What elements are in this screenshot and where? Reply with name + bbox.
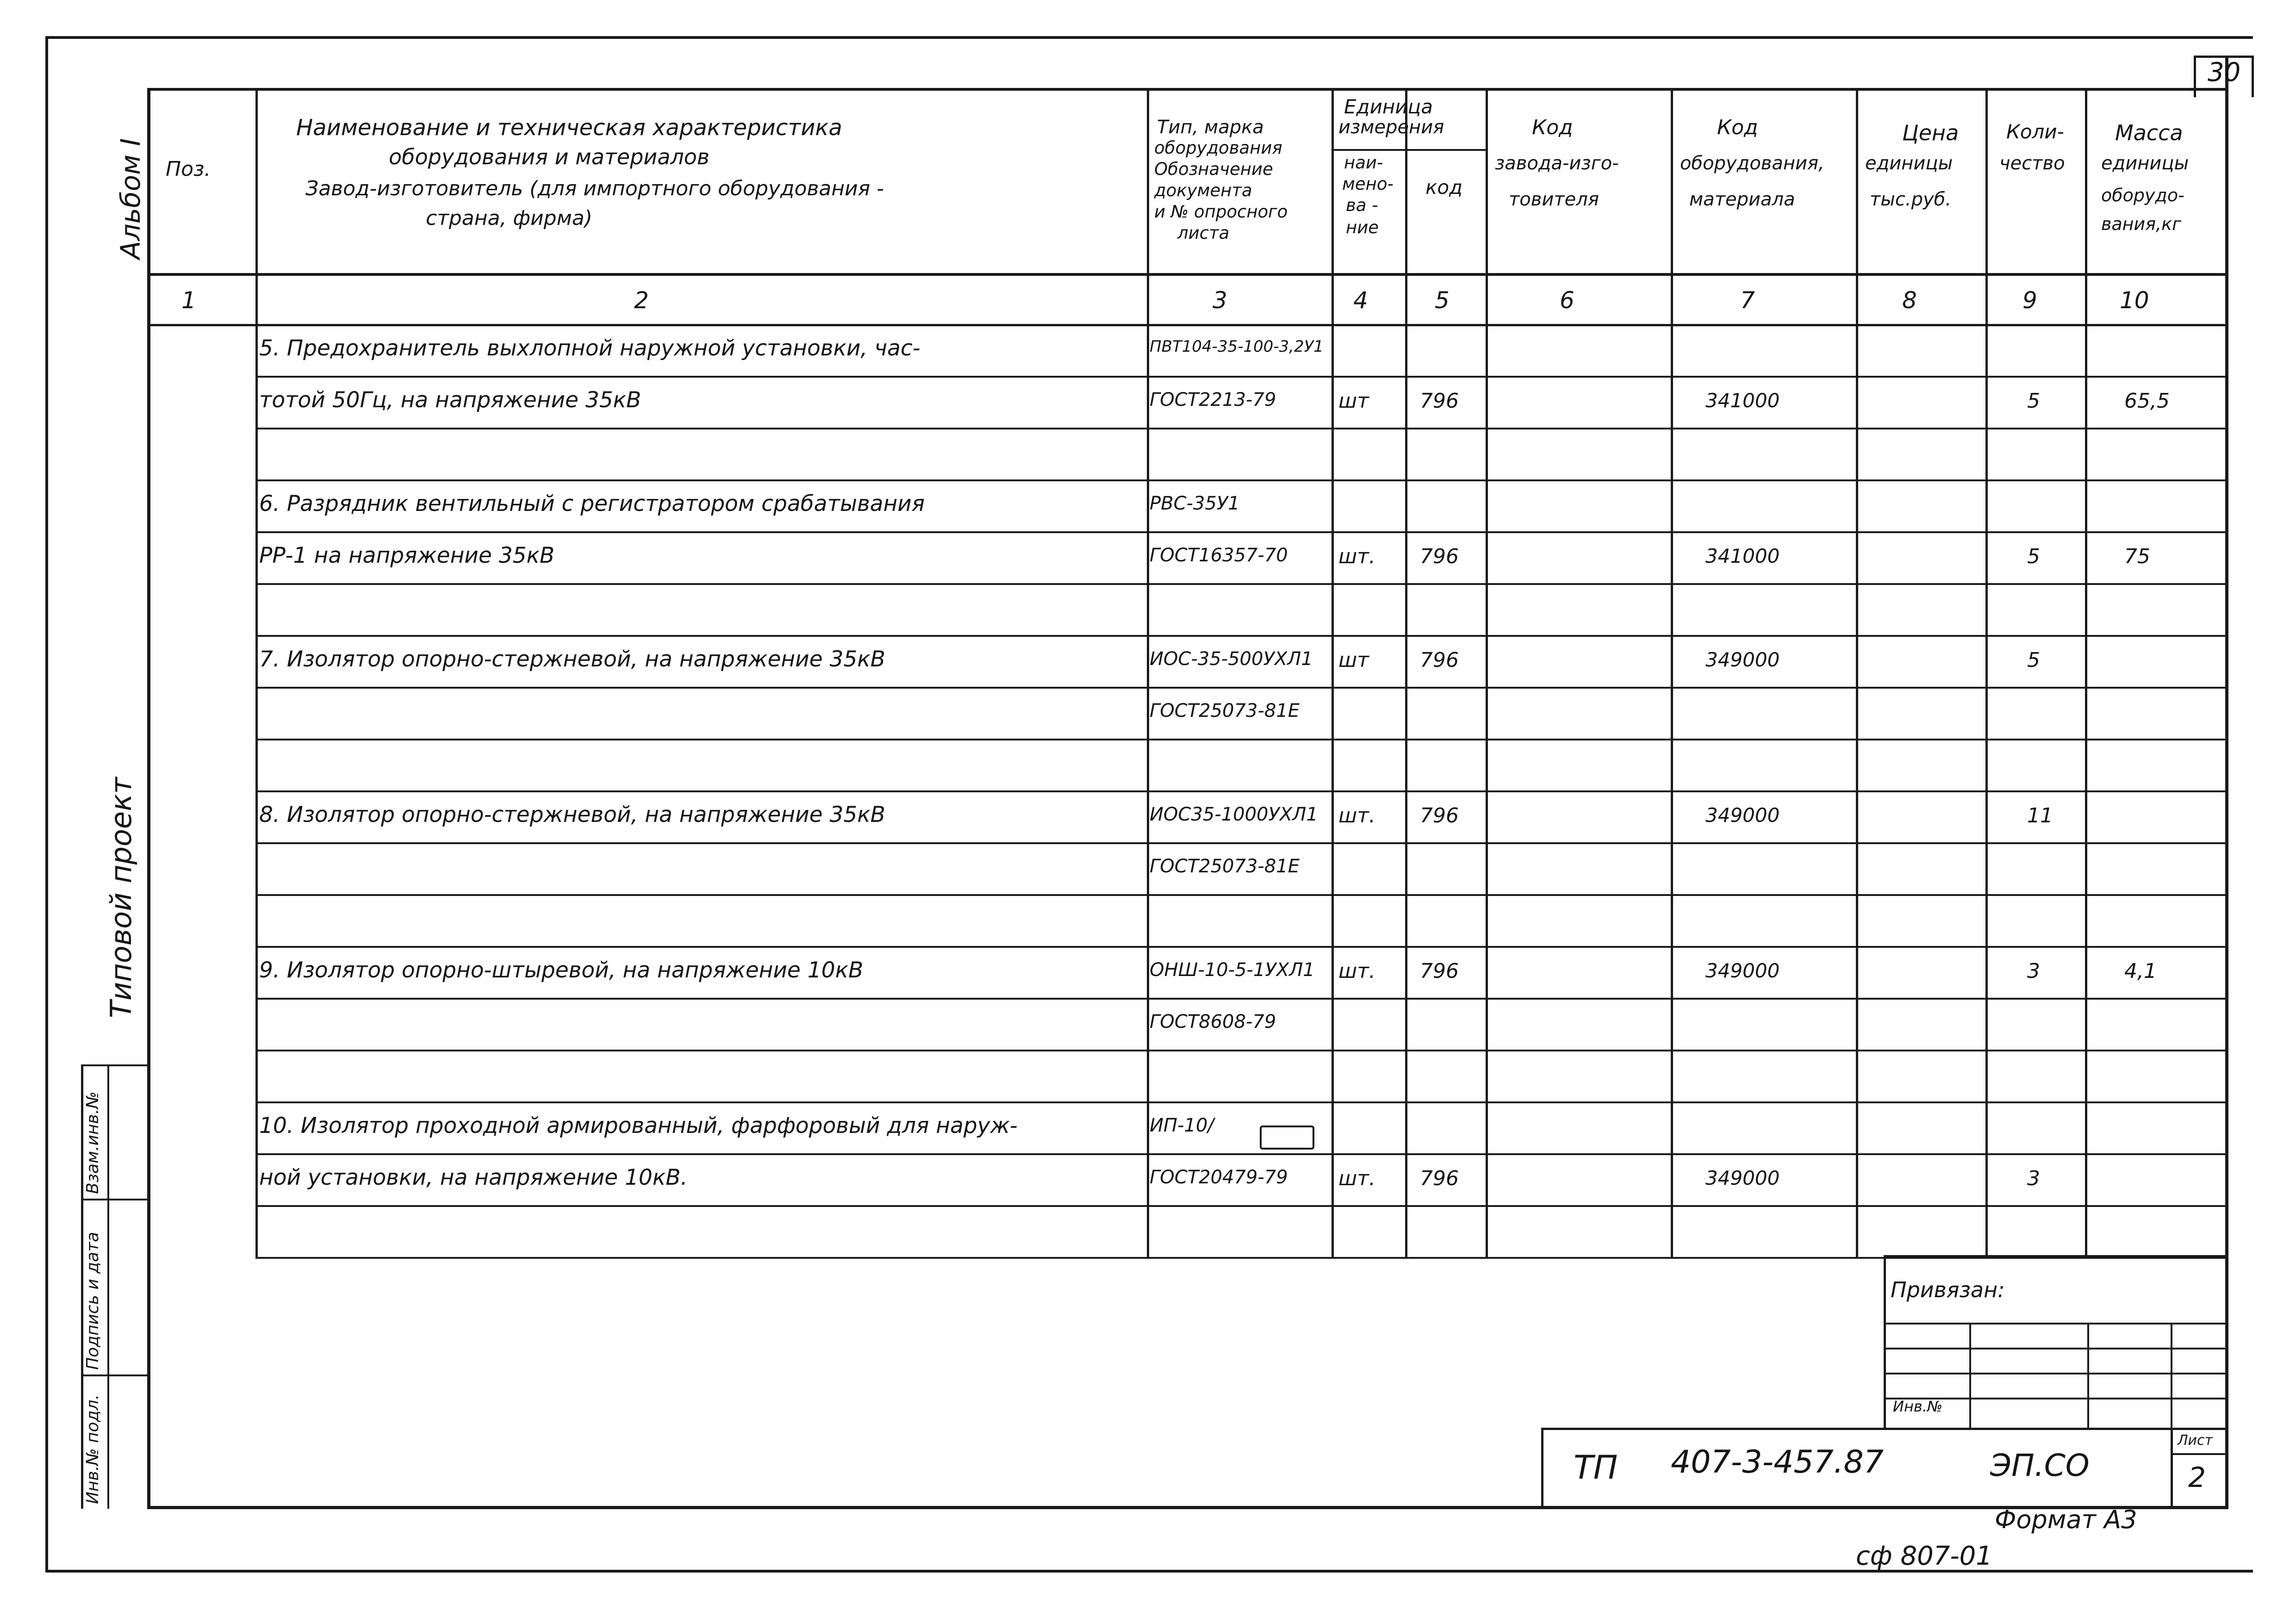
row-quantity: 5	[2027, 544, 2040, 568]
header-price-line1: Цена	[1902, 120, 1959, 145]
header-name-line1: Наименование и техническая характеристика	[296, 115, 842, 141]
row-divider	[255, 739, 2228, 740]
row-divider	[255, 687, 2228, 689]
format-label: Формат А3	[1995, 1505, 2137, 1534]
column-divider	[1147, 88, 1149, 1257]
row-divider	[255, 1101, 2228, 1103]
stamp-row-3	[1884, 1373, 2228, 1374]
stamp-sheet-label: Лист	[2178, 1432, 2213, 1449]
row-divider	[255, 842, 2228, 844]
stamp-left-line	[1884, 1255, 1886, 1428]
header-plant-line3: товителя	[1509, 189, 1599, 210]
row-divider	[255, 1205, 2228, 1207]
border-top-line	[147, 88, 2228, 91]
row-divider	[255, 531, 2228, 533]
row-divider	[255, 998, 2228, 1000]
left-fields-sep-2	[81, 1374, 149, 1376]
row-unit-code: 796	[1420, 803, 1459, 827]
row-equipment-code: 349000	[1705, 1166, 1780, 1189]
stamp-sheet-divider	[2171, 1453, 2228, 1455]
column-divider	[1671, 88, 1673, 1257]
row-type: ИОС35-1000УХЛ1	[1150, 803, 1318, 825]
row-divider	[255, 635, 2228, 637]
row-mass: 65,5	[2124, 389, 2170, 413]
header-unit-code: код	[1425, 176, 1463, 199]
stamp-inv-label: Инв.№	[1893, 1398, 1943, 1415]
header-price-line2: единицы	[1865, 153, 1953, 174]
row-name: 5. Предохранитель выхлопной наружной установки, час-	[259, 335, 921, 361]
row-divider	[255, 1153, 2228, 1155]
column-divider	[255, 88, 258, 1257]
stamp-col-1	[1969, 1323, 1971, 1428]
row-divider	[255, 428, 2228, 429]
header-equip-line1: Код	[1717, 116, 1758, 139]
row-unit: шт.	[1338, 959, 1375, 983]
row-divider	[255, 376, 2228, 378]
col-number-10: 10	[2120, 287, 2149, 314]
header-equip-line3: материала	[1689, 189, 1795, 210]
stamp-top-line	[1884, 1255, 2228, 1257]
stamp-col-2	[2087, 1323, 2089, 1428]
inv-original-field: Инв.№ подл.	[83, 1394, 102, 1504]
header-mass-line3: оборудо-	[2101, 185, 2184, 205]
row-type: ИОС-35-500УХЛ1	[1150, 648, 1313, 670]
header-qty-line2: чество	[1999, 153, 2065, 174]
row-type: ГОСТ8608-79	[1150, 1011, 1276, 1032]
row-equipment-code: 349000	[1705, 803, 1780, 827]
row-type: ГОСТ25073-81Е	[1150, 855, 1300, 877]
header-mass-line2: единицы	[2101, 153, 2189, 174]
row-equipment-code: 349000	[1705, 959, 1780, 982]
stamp-title-top	[1541, 1428, 2228, 1430]
col-number-9: 9	[2022, 287, 2037, 314]
stamp-mark: ЭП.СО	[1990, 1448, 2090, 1483]
header-qty-line1: Коли-	[2006, 120, 2064, 143]
row-equipment-code: 341000	[1705, 544, 1780, 567]
header-unit-name-line4: ние	[1346, 218, 1379, 237]
header-bottom-line	[147, 273, 2228, 276]
header-unit-name-line1: наи-	[1344, 153, 1383, 173]
pagebox-right	[2252, 56, 2254, 97]
column-divider	[1985, 88, 1988, 1257]
col-number-4: 4	[1353, 287, 1368, 314]
project-type-label: Типовой проект	[104, 777, 138, 1018]
frame-top-line	[45, 36, 2253, 39]
header-mass-line1: Масса	[2115, 120, 2183, 145]
column-divider	[1332, 88, 1334, 1257]
stamp-row-1	[1884, 1323, 2228, 1325]
row-name: 9. Изолятор опорно-штыревой, на напряжение 10кВ	[259, 957, 864, 983]
row-name: 8. Изолятор опорно-стержневой, на напряжение 35кВ	[259, 802, 885, 827]
row-quantity: 5	[2027, 389, 2040, 413]
row-type: ИП-10/	[1150, 1114, 1214, 1136]
header-name-line2: оборудования и материалов	[389, 144, 710, 169]
stamp-row-2	[1884, 1348, 2228, 1349]
header-equip-line2: оборудования,	[1680, 153, 1824, 174]
row-unit-code: 796	[1420, 648, 1459, 672]
row-unit-code: 796	[1420, 544, 1459, 568]
row-equipment-code: 341000	[1705, 389, 1780, 412]
page-number: 30	[2208, 57, 2241, 87]
header-type-line6: листа	[1177, 223, 1230, 243]
stamp-document-number: 407-3-457.87	[1671, 1444, 1884, 1480]
col-number-6: 6	[1560, 287, 1574, 314]
row-equipment-code: 349000	[1705, 648, 1780, 671]
row-type: ГОСТ16357-70	[1150, 544, 1288, 566]
row-name: РР-1 на напряжение 35кВ	[259, 542, 555, 568]
header-name-line4: страна, фирма)	[426, 206, 592, 230]
column-divider	[1405, 88, 1407, 1257]
row-type: ПВТ104-35-100-3,2У1	[1150, 337, 1324, 356]
header-plant-line2: завода-изго-	[1495, 153, 1619, 174]
column-divider	[2085, 88, 2087, 1257]
row-mass: 4,1	[2124, 959, 2157, 983]
header-name-line3: Завод-изготовитель (для импортного оборудования -	[305, 177, 884, 200]
numbers-bottom-line	[147, 324, 2228, 326]
stamp-title-left	[1541, 1428, 1543, 1509]
header-type-line2: оборудования	[1154, 138, 1282, 158]
header-plant-line1: Код	[1532, 116, 1573, 139]
row-name: тотой 50Гц, на напряжение 35кВ	[259, 387, 641, 413]
row-name: 7. Изолятор опорно-стержневой, на напряжение 35кВ	[259, 646, 885, 672]
row-divider	[255, 790, 2228, 792]
row-unit: шт.	[1338, 803, 1375, 827]
row-unit: шт	[1338, 389, 1369, 413]
row-divider	[255, 583, 2228, 585]
blank-box-icon	[1260, 1126, 1314, 1150]
row-quantity: 3	[2027, 959, 2040, 983]
col-number-3: 3	[1213, 287, 1227, 314]
row-unit: шт	[1338, 648, 1369, 672]
col-number-1: 1	[181, 287, 196, 314]
left-fields-divider	[107, 1064, 109, 1509]
row-unit: шт.	[1338, 1166, 1375, 1190]
row-unit: шт.	[1338, 544, 1375, 568]
header-type-line1: Тип, марка	[1157, 117, 1264, 138]
header-type-line4: документа	[1154, 180, 1252, 200]
archive-code: сф 807-01	[1856, 1541, 1992, 1571]
frame-left-line	[45, 36, 48, 1573]
left-fields-top	[81, 1064, 149, 1066]
row-type: ГОСТ20479-79	[1150, 1166, 1288, 1188]
row-name: 10. Изолятор проходной армированный, фарфоровый для наруж-	[259, 1113, 1018, 1138]
row-quantity: 3	[2027, 1166, 2040, 1190]
signature-date-field: Подпись и дата	[83, 1231, 102, 1370]
row-divider	[255, 894, 2228, 896]
unit-header-divider	[1332, 149, 1486, 151]
header-type-line5: и № опросного	[1154, 202, 1288, 222]
column-divider	[1486, 88, 1488, 1257]
border-left-line	[147, 88, 150, 1509]
row-type: ГОСТ2213-79	[1150, 389, 1276, 410]
row-name: 6. Разрядник вентильный с регистратором срабатывания	[259, 491, 925, 516]
row-unit-code: 796	[1420, 389, 1459, 413]
stamp-sheet-number: 2	[2188, 1461, 2206, 1494]
header-pos: Поз.	[166, 157, 211, 181]
row-divider	[255, 946, 2228, 948]
header-unit-line2: измерения	[1338, 117, 1444, 138]
row-unit-code: 796	[1420, 959, 1459, 983]
header-unit-line1: Единица	[1344, 95, 1433, 118]
row-name: ной установки, на напряжение 10кВ.	[259, 1164, 688, 1190]
pagebox-left	[2194, 56, 2196, 97]
column-divider	[1856, 88, 1858, 1257]
row-type: ОНШ-10-5-1УХЛ1	[1150, 959, 1315, 981]
stamp-col-3	[2171, 1323, 2172, 1428]
col-number-8: 8	[1902, 287, 1917, 314]
header-type-line3: Обозначение	[1154, 159, 1273, 179]
row-divider	[255, 479, 2228, 481]
row-quantity: 5	[2027, 648, 2040, 672]
border-bottom-line	[147, 1506, 2228, 1509]
row-mass: 75	[2124, 544, 2150, 568]
col-number-5: 5	[1435, 287, 1450, 314]
row-unit-code: 796	[1420, 1166, 1459, 1190]
col-number-2: 2	[634, 287, 649, 314]
header-unit-name-line3: ва -	[1346, 195, 1378, 215]
header-unit-name-line2: мено-	[1342, 174, 1394, 194]
header-price-line3: тыс.руб.	[1870, 189, 1952, 210]
replaced-inv-field: Взам.инв.№	[83, 1091, 102, 1194]
row-divider	[255, 1050, 2228, 1051]
stamp-project-label: ТП	[1574, 1449, 1618, 1486]
album-label: Альбом I	[115, 138, 146, 259]
stamp-sheet-left	[2171, 1428, 2173, 1509]
left-fields-sep-1	[81, 1199, 149, 1200]
row-type: ГОСТ25073-81Е	[1150, 700, 1300, 721]
row-type: РВС-35У1	[1150, 492, 1240, 514]
row-quantity: 11	[2027, 803, 2053, 827]
stamp-bound-label: Привязан:	[1891, 1277, 2005, 1302]
header-mass-line4: вания,кг	[2101, 214, 2182, 234]
col-number-7: 7	[1740, 287, 1755, 314]
